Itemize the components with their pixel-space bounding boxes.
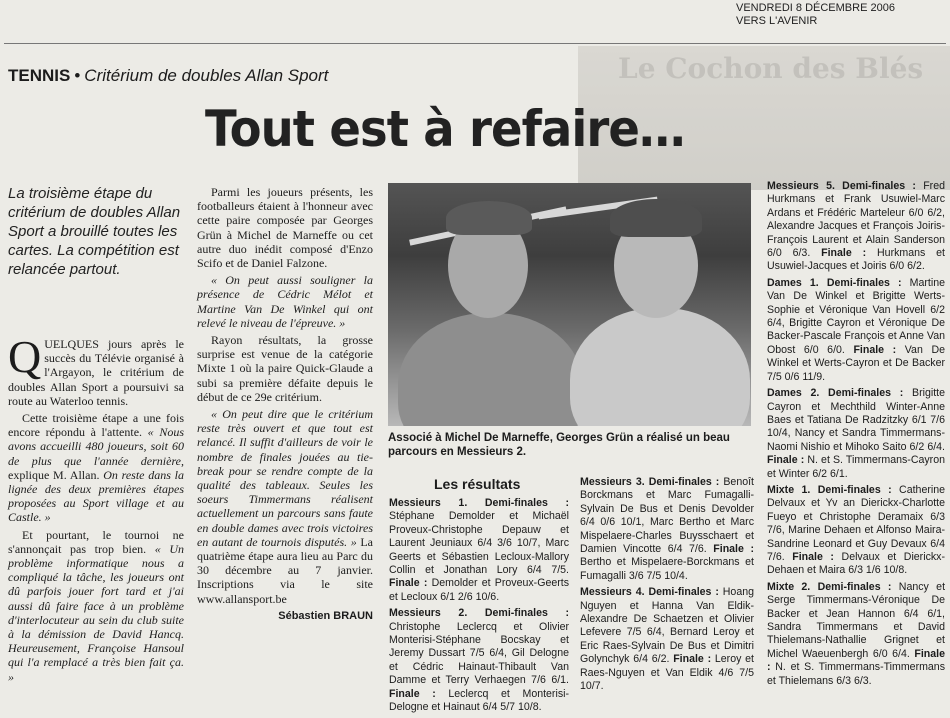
section-subtitle: Critérium de doubles Allan Sport	[84, 66, 329, 85]
results-column-1	[389, 497, 569, 718]
lede: La troisième étape du critérium de doubles Allan Sport a brouillé toutes les cartes. La compétition est relancée partout.	[8, 185, 181, 278]
player-left-body	[398, 313, 583, 426]
result-entry: Messieurs 4. Demi-finales : Hoang Nguyen et Hanna Van Eldik-Alexandre De Schaetzen et Olivier Lefevere 7/5 6/4, Bernard Leroy et Eric Raes-Sylvain De Bus et Dimitri Golynchyk 6/4 6/2. Finale : Leroy et Raes-Nguyen et Van Eldik 4/6 7/5 10/7.	[580, 586, 754, 693]
drop-cap: Q	[8, 331, 42, 382]
result-entry: Dames 2. Demi-finales : Brigitte Cayron et Mechthild Winter-Anne Baes et Tatiana De Radzitzky 6/1 7/6 10/4, Nancy et Sandra Timmermans-Naomi Nishio et Mihoko Saito 6/2 6/4. Finale : N. et S. Timmermans-Cayron et Winter 6/2 6/1.	[767, 387, 945, 480]
byline: Sébastien BRAUN	[278, 609, 373, 622]
results-title: Les résultats	[434, 476, 521, 492]
section-label: TENNIS	[8, 66, 71, 85]
article-column-1	[8, 331, 185, 687]
result-entry: Messieurs 1. Demi-finales : Stéphane Demolder et Michaël Proveux-Christophe Depauw et Laurent Jeuniaux 6/4 3/6 10/7, Marc Geerts et Sébastien Lecloux-Mallory Collin et Jonathan Lory 6/4 7/5. Finale : Demolder et Proveux-Geerts et Lecloux 6/1 2/6 10/6.	[389, 497, 569, 603]
article-paragraph: Rayon résultats, la grosse surprise est venue de la catégorie Mixte 1 où la paire Quick-Glaude a subi sa première défaite depuis le début de ce 29e critérium.	[197, 333, 373, 404]
article-paragraph: Et pourtant, le tournoi ne s'annonçait pas trop bien. « Un problème informatique nous a compliqué la tâche, les joueurs ont dû parfois jouer fort tard et j'ai aussi dû faire face à un problème d'interlocuteur au sein du club suite à la démission de David Hancq. Heureusement, Françoise Hansoul qui l'a remplacé a très bien fait ça. »	[8, 527, 185, 684]
result-entry: Messieurs 5. Demi-finales : Fred Hurkmans et Frank Usuwiel-Marc Ardans et Frédéric Marteleur 6/0 6/2, Alexandre Jacques et François Joiris-François Laurent et Alain Sanderson 6/0 6/3. Finale : Hurkmans et Usuwiel-Jacques et Joiris 6/0 6/2.	[767, 180, 945, 273]
headline: Tout est à refaire…	[205, 100, 685, 158]
article-column-2	[197, 185, 373, 623]
article-paragraph: Parmi les joueurs présents, les footballeurs étaient à l'honneur avec cette paire composée par Georges Grün à Michel de Marneffe ou cet autre duo inédit composé d'Enzo Scifo et de Daniel Falzone.	[197, 185, 373, 271]
background-sign-text: Le Cochon des Blés	[618, 52, 924, 85]
newspaper-name: VERS L'AVENIR	[736, 15, 818, 27]
article-paragraph: « On peut dire que le critérium reste très ouvert et que tout est relancé. Il suffit d'ailleurs de voir le nombre de finales jouées au tie-break pour se rendre compte de la qualité des tableaux. Seules les soeurs Timmermans réalisent actuellement un parcours sans faute en double dames avec trois victoires en autant de tournois disputés. » La quatrième étape aura lieu au Parc du 30 décembre au 7 janvier. Inscriptions via le site www.allansport.be	[197, 407, 374, 606]
results-column-3	[767, 180, 945, 691]
top-rule	[4, 43, 946, 44]
kicker-separator: •	[74, 66, 81, 85]
dateline	[736, 2, 936, 28]
result-entry: Dames 1. Demi-finales : Martine Van De Winkel et Brigitte Werts-Sophie et Véronique Van Hovell 6/2 6/4, Brigitte Cayron et Véronique De Backer-Pascale François et Anne Van Obost 6/0 6/0. Finale : Van De Winkel et Werts-Cayron et De Backer 7/5 0/6 11/9.	[767, 276, 945, 383]
result-entry: Messieurs 3. Demi-finales : Benoît Borckmans et Marc Fumagalli-Sylvain De Bus et Denis Devolder 6/4 0/6 10/1, Marc Bertho et Marc Mispelaere-Charles Buysschaert et Damien Vincotte 6/4 7/6. Finale : Bertho et Mispelaere-Borckmans et Fumagalli 3/6 7/5 10/4.	[580, 476, 754, 582]
article-paragraph: QUELQUES jours après le succès du Télévie organisé à l'Argayon, le critérium de doubles Allan Sport a poursuivi sa route au Waterloo tennis.	[8, 331, 184, 408]
section-kicker	[8, 66, 328, 86]
players-photo	[388, 183, 751, 426]
article-paragraph: Cette troisième étape a une fois encore répondu à l'attente. « Nous avons accueilli 480 joueurs, soit 60 de plus que l'année dernière, explique M. Allan. On reste dans la lignée des deux premières étapes proposées au Sport village et au Castle. »	[8, 411, 184, 525]
photo-caption: Associé à Michel De Marneffe, Georges Grün a réalisé un beau parcours en Messieurs 2.	[388, 432, 730, 458]
player-right-hair	[610, 199, 702, 237]
player-right-body	[570, 308, 750, 426]
results-column-2	[580, 476, 754, 697]
article-paragraph: « On peut aussi souligner la présence de Cédric Mélot et Martine Van De Winkel qui ont relevé le niveau de l'épreuve. »	[197, 273, 373, 330]
player-left-hair	[446, 201, 532, 235]
result-entry: Mixte 2. Demi-finales : Nancy et Serge Timmermans-Véronique De Backer et Jean Hannon 6/4 6/1, Sandra Timmermans et David Thielemans-Nathallie Grignet et Michel Waeuenbergh 6/0 6/4. Finale : N. et S. Timmermans-Timmermans et Thielemans 6/3 6/3.	[767, 580, 946, 687]
issue-date: VENDREDI 8 DÉCEMBRE 2006	[736, 2, 895, 14]
result-entry: Mixte 1. Demi-finales : Catherine Delvaux et Yv an Dierickx-Charlotte Fueyo et Christophe Deramaix 6/3 7/6, Marine Dehaen et Alfonso Maira-Sandrine Leonard et Guy Devaux 6/4 7/6. Finale : Delvaux et Dierickx-Dehaen et Maira 6/3 1/6 10/8.	[767, 483, 945, 577]
result-entry: Messieurs 2. Demi-finales : Christophe Leclercq et Olivier Monterisi-Stéphane Bocskay et Jeremy Dussart 7/5 6/4, Gil Delogne et Cédric Hainaut-Thibault Van Damme et Terry Verhaegen 7/6 6/1. Finale : Leclercq et Monterisi-Delogne et Hainaut 6/4 5/7 10/8.	[389, 607, 569, 714]
